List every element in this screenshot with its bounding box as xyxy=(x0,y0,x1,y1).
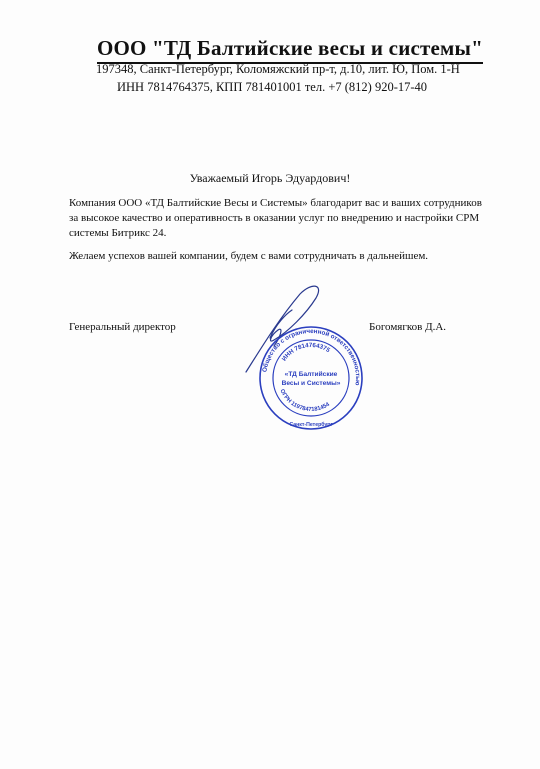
stamp-city: Санкт-Петербург xyxy=(289,422,333,428)
company-stamp xyxy=(258,325,364,431)
stamp-center-line1: «ТД Балтийские xyxy=(284,371,338,378)
company-title: ООО "ТД Балтийские весы и системы" xyxy=(97,36,483,64)
wishes-text: Желаем успехов вашей компании, будем с вами сотрудничать в дальнейшем. xyxy=(69,250,429,262)
stamp-inner-ring xyxy=(273,340,349,416)
stamp-outer-text: Общество с ограниченной ответственностью xyxy=(261,327,362,386)
company-address: 197348, Санкт-Петербург, Коломяжский пр-т, д.10, лит. Ю, Пом. 1-Н xyxy=(96,62,460,76)
company-requisites: ИНН 7814764375, КПП 781401001 тел. +7 (812) 920-17-40 xyxy=(117,80,428,94)
body-line: Компания ООО «ТД Балтийские Весы и Системы» благодарит вас и ваших сотрудников xyxy=(69,197,482,209)
body-line: за высокое качество и оперативность в оказании услуг по внедрению и настройки СРМ xyxy=(69,212,480,224)
salutation: Уважаемый Игорь Эдуардович! xyxy=(189,171,351,185)
letterhead xyxy=(0,36,540,64)
stamp-inn: ИНН 7814764375 xyxy=(280,341,332,363)
letter-body xyxy=(69,196,499,241)
signer-name: Богомягков Д.А. xyxy=(369,321,447,333)
stamp-ogrn: ОГРН 1197847181454 xyxy=(278,388,331,414)
body-line: системы Битрикс 24. xyxy=(69,227,167,239)
signer-role: Генеральный директор xyxy=(69,321,176,333)
stamp-center-line2: Весы и Системы» xyxy=(281,380,341,387)
